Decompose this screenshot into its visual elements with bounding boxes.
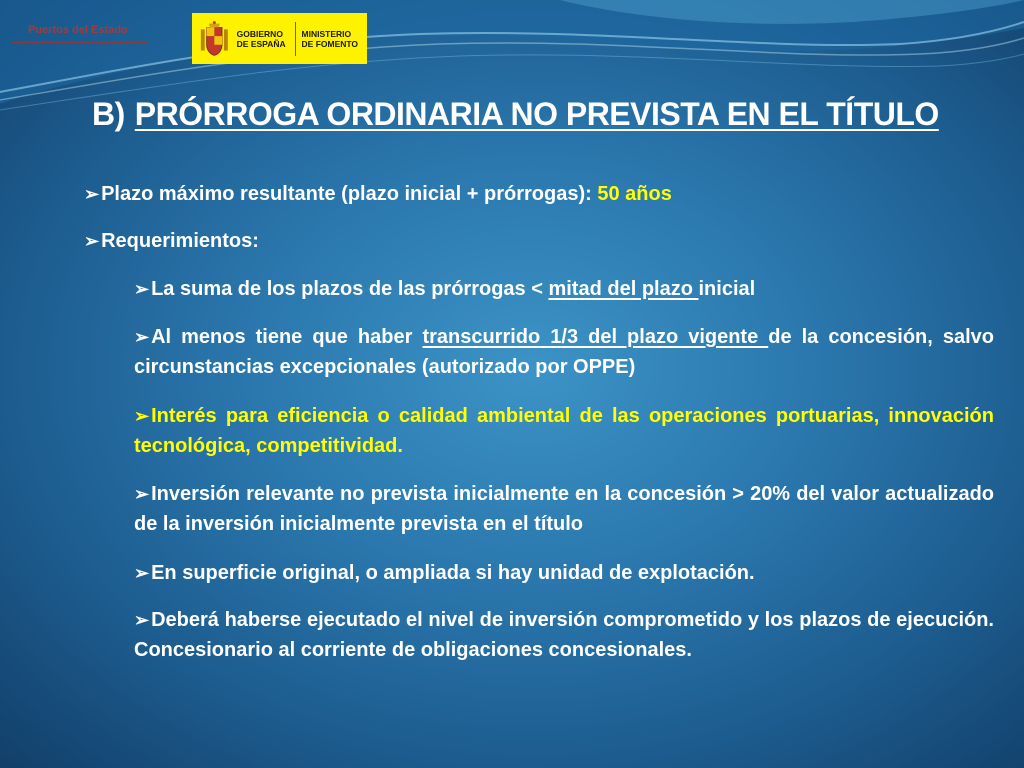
arrow-bullet-icon: ➢ — [84, 184, 100, 204]
arrow-bullet-icon: ➢ — [84, 231, 100, 251]
sub-bullet-superficie — [134, 558, 994, 588]
sub-bullet-interes — [134, 401, 994, 461]
r2-text-c: de la concesión, salvo circunstancias excepcionales (autorizado por OPPE) — [134, 326, 994, 378]
brand-logo-text: Puertos del Estado — [28, 24, 128, 36]
r5-text: En superficie original, o ampliada si hay unidad de explotación. — [151, 562, 755, 584]
arrow-bullet-icon: ➢ — [134, 279, 150, 299]
r6-text: Deberá haberse ejecutado el nivel de inversión comprometido y los plazos de ejecución. Concesionario al corriente de obligaciones concesionales. — [134, 609, 994, 661]
r4-text-b: 20% del valor actualizado de la inversión inicialmente prevista en el título — [134, 483, 994, 535]
title-prefix: B) — [92, 96, 125, 132]
sub-bullet-inversion-relevante — [134, 479, 994, 539]
r2-underlined: transcurrido 1/3 del plazo vigente — [422, 326, 769, 348]
greater-than-symbol: > — [732, 483, 744, 505]
r2-text-a: Al menos tiene que haber — [151, 326, 423, 348]
r1-text-a: La suma de los plazos de las prórrogas — [151, 278, 532, 300]
arrow-bullet-icon: ➢ — [134, 610, 150, 630]
ministerio-label: MINISTERIO DE FOMENTO — [301, 28, 359, 49]
r4-text-a: Inversión relevante no prevista inicialmente en la concesión — [151, 483, 733, 505]
r1-text-c: inicial — [698, 278, 756, 300]
arrow-bullet-icon: ➢ — [134, 327, 150, 347]
requerimientos-label: Requerimientos: — [101, 230, 259, 252]
gobierno-label: GOBIERNO DE ESPAÑA — [236, 28, 286, 49]
r3-text: Interés para eficiencia o calidad ambiental de las operaciones portuarias, innovación tecnológica, competitividad. — [134, 405, 994, 457]
plazo-label: Plazo máximo resultante (plazo inicial + prórrogas): — [101, 183, 598, 205]
sub-bullet-transcurrido — [134, 322, 994, 382]
sub-bullet-nivel-inversion — [134, 605, 994, 665]
bullet-plazo — [84, 179, 1004, 209]
plazo-value: 50 años — [597, 183, 672, 205]
less-than-symbol: < — [531, 278, 543, 300]
title-text: PRÓRROGA ORDINARIA NO PREVISTA EN EL TÍTULO — [134, 96, 939, 132]
bullet-requerimientos — [84, 226, 1004, 256]
arrow-bullet-icon: ➢ — [134, 484, 150, 504]
arrow-bullet-icon: ➢ — [134, 563, 150, 583]
sub-bullet-suma-plazos — [134, 274, 994, 304]
r1-underlined: mitad del plazo — [548, 278, 699, 300]
arrow-bullet-icon: ➢ — [134, 406, 150, 426]
